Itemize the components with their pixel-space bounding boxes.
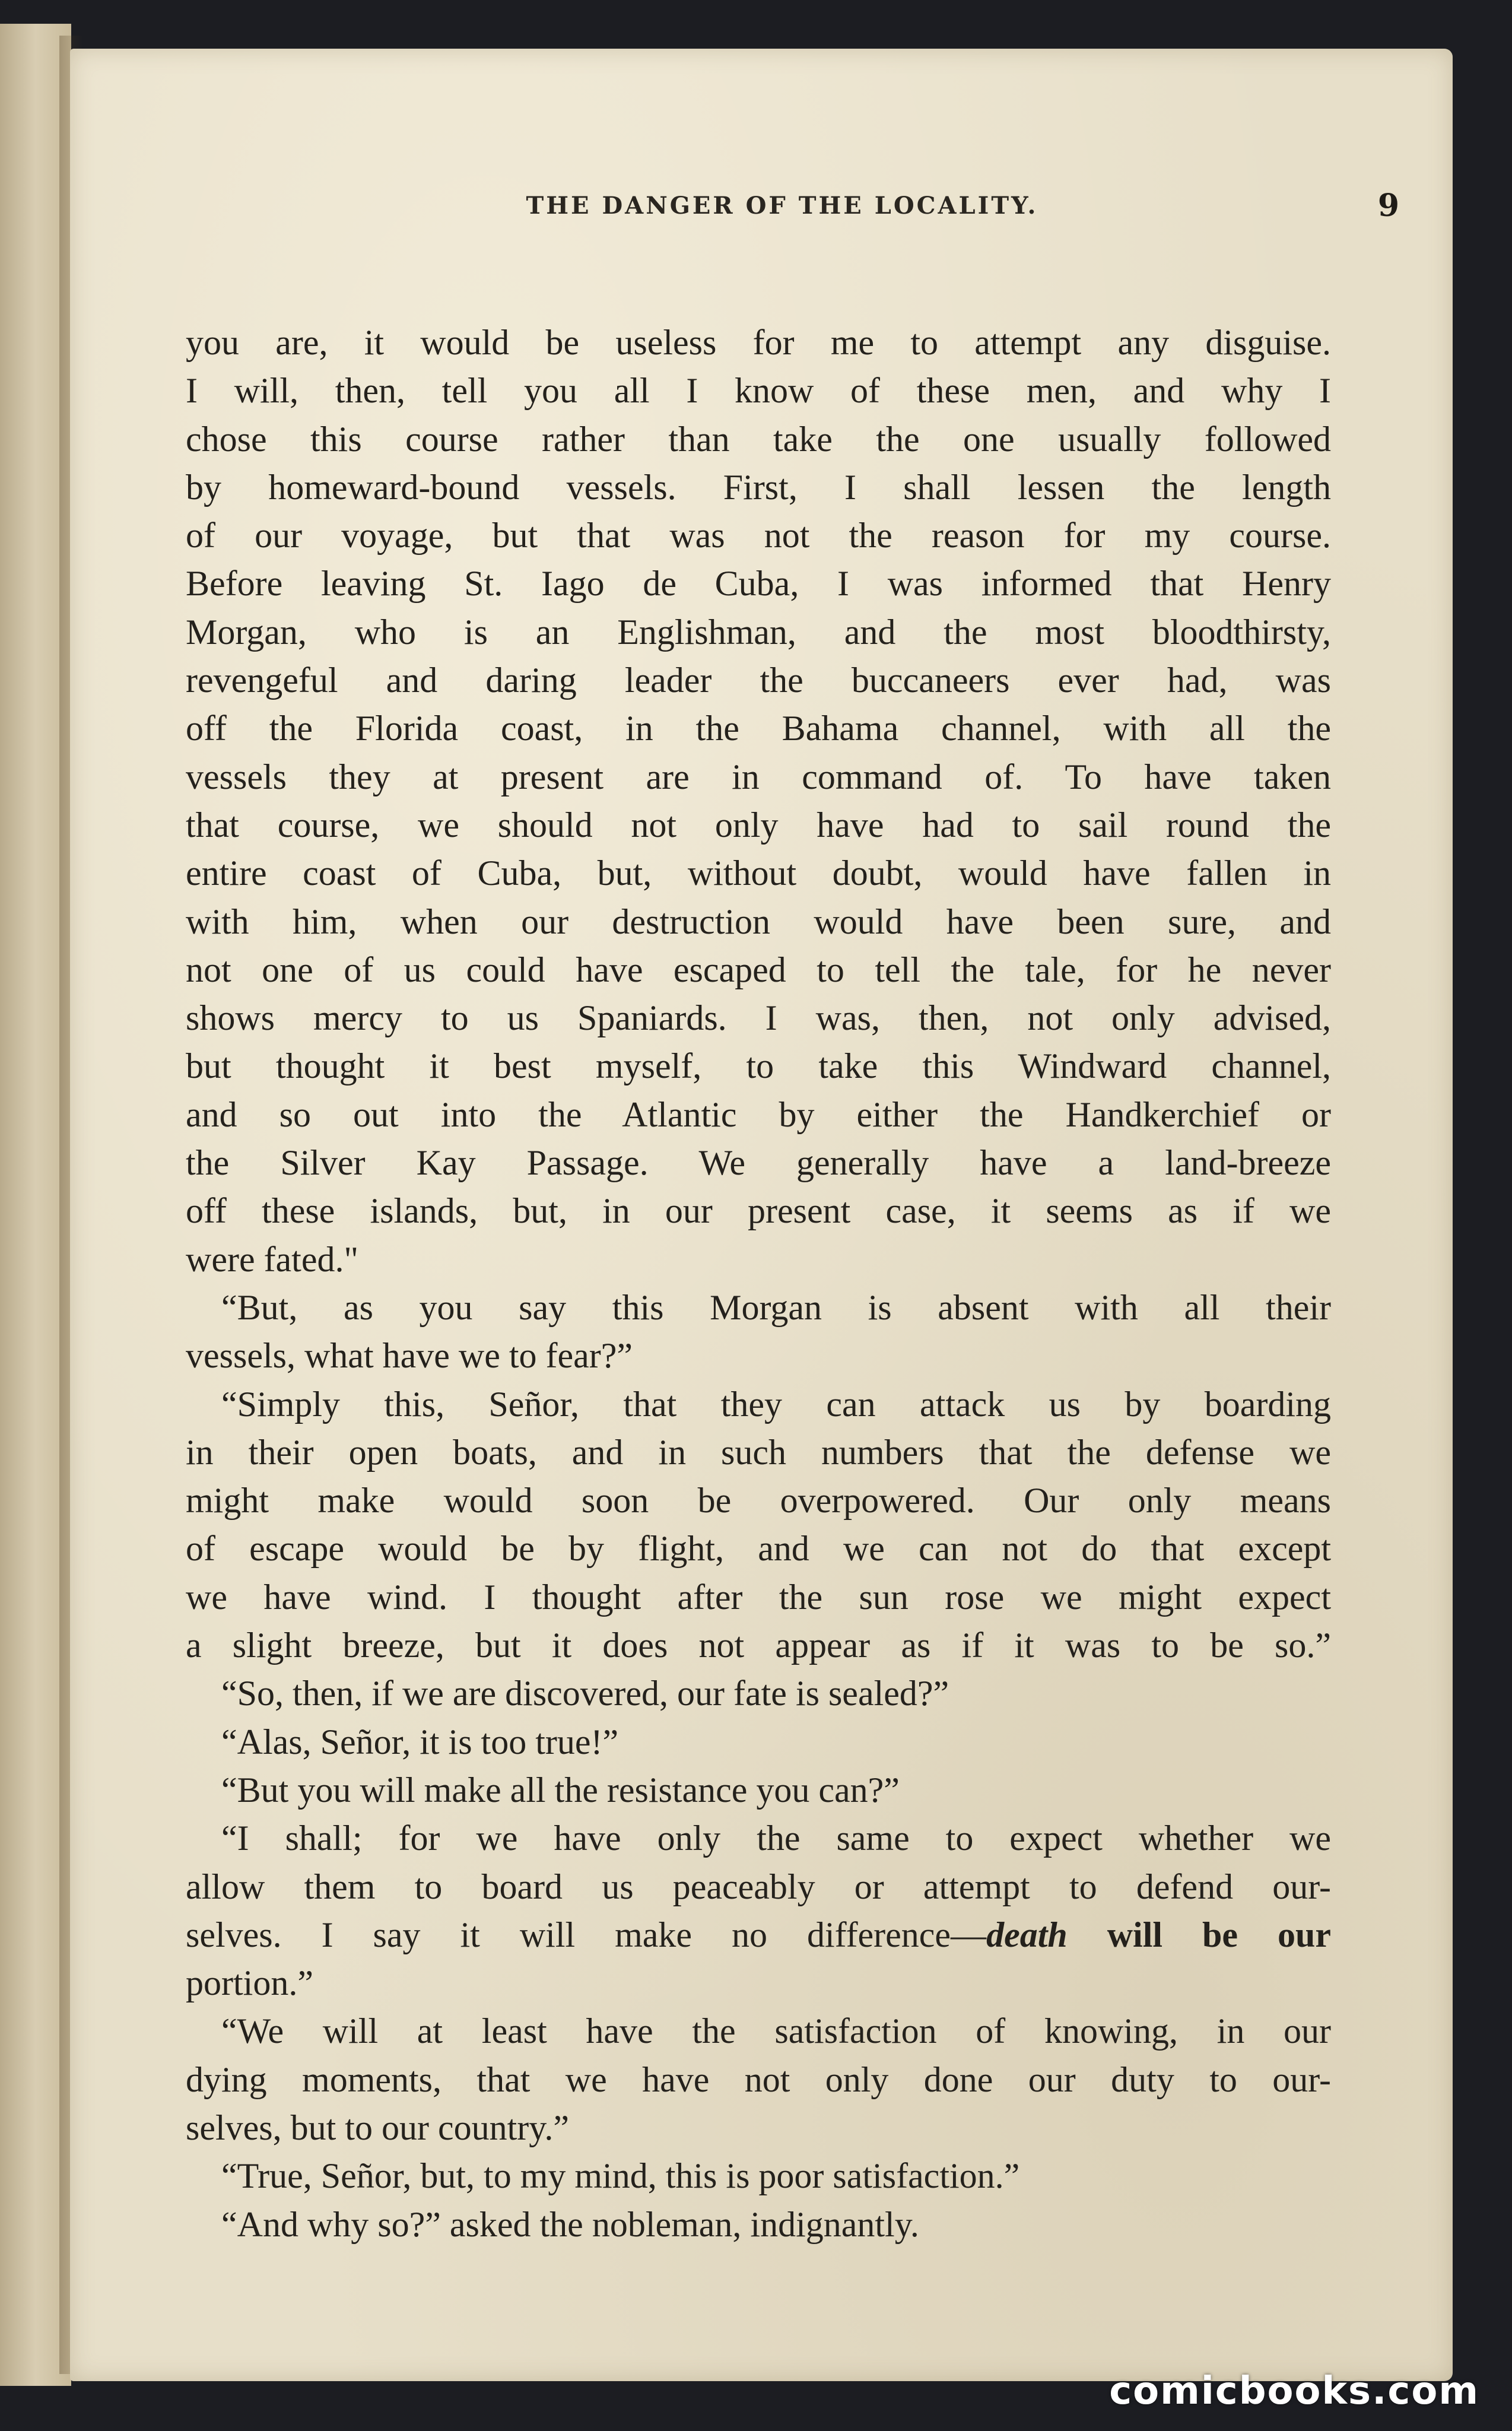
text-line: “So, then, if we are discovered, our fate is sealed?” (221, 1674, 949, 1713)
text-line: we have wind. I thought after the sun rose we might expect (186, 1577, 1331, 1617)
text-line: you are, it would be useless for me to attempt any disguise. (186, 323, 1331, 362)
text-line: by homeward-bound vessels. First, I shall lessen the length (186, 467, 1331, 507)
text-line: Before leaving St. Iago de Cuba, I was informed that Henry (186, 564, 1331, 604)
text-line: of our voyage, but that was not the reason for my course. (186, 516, 1331, 556)
text-line: chose this course rather than take the one usually followed (186, 419, 1331, 459)
text-line: “We will at least have the satisfaction of knowing, in our (221, 2011, 1331, 2051)
text-line: the Silver Kay Passage. We generally have a land-breeze (186, 1143, 1331, 1183)
text-line: vessels, what have we to fear?” (186, 1336, 633, 1376)
text-line: and so out into the Atlantic by either the Handkerchief or (186, 1094, 1331, 1134)
page-number: 9 (1377, 188, 1399, 224)
text-line: “I shall; for we have only the same to expect whether we (221, 1819, 1331, 1858)
text-line: of escape would be by flight, and we can not do that except (186, 1529, 1331, 1569)
text-line: “And why so?” asked the nobleman, indignantly. (221, 2204, 919, 2244)
text-line: portion.” (186, 1963, 313, 2003)
text-line: “True, Señor, but, to my mind, this is poor satisfaction.” (221, 2156, 1020, 2196)
text-line: “But, as you say this Morgan is absent with all their (221, 1287, 1331, 1327)
running-head: THE DANGER OF THE LOCALITY. (526, 192, 1038, 220)
text-line: revengeful and daring leader the buccaneers ever had, was (186, 661, 1331, 700)
text-line: “Alas, Señor, it is too true!” (221, 1722, 619, 1762)
book-page (70, 49, 1453, 2381)
text-line: Morgan, who is an Englishman, and the most bloodthirsty, (186, 612, 1331, 652)
text-line: I will, then, tell you all I know of these men, and why I (186, 371, 1331, 411)
text-line-with-emphasis (186, 1911, 1331, 1959)
text-line: off these islands, but, in our present case, it seems as if we (186, 1191, 1331, 1231)
watermark-logo: comicbooks.com (1109, 2369, 1479, 2413)
text-line: a slight breeze, but it does not appear as if it was to be so.” (186, 1626, 1331, 1665)
text-line: “Simply this, Señor, that they can attack us by boarding (221, 1384, 1331, 1424)
text-line: that course, we should not only have had to sail round the (186, 805, 1331, 845)
page-header (70, 182, 1453, 230)
text-line: were fated." (186, 1239, 358, 1279)
text-line: “But you will make all the resistance you can?” (221, 1770, 900, 1810)
text-line: in their open boats, and in such numbers that the defense we (186, 1432, 1331, 1472)
text-line: dying moments, that we have not only done our duty to our- (186, 2059, 1331, 2099)
text-line: with him, when our destruction would have been sure, and (186, 902, 1331, 941)
text-line: but thought it best myself, to take this Windward channel, (186, 1046, 1331, 1086)
text-line: shows mercy to us Spaniards. I was, then, not only advised, (186, 998, 1331, 1038)
text-line: not one of us could have escaped to tell the tale, for he never (186, 950, 1331, 989)
emphasis-word: death (986, 1915, 1068, 1954)
text-line: vessels they at present are in command of. To have taken (186, 757, 1331, 796)
text-line: might make would soon be overpowered. Our only means (186, 1481, 1331, 1521)
text-line: allow them to board us peaceably or attempt to defend our- (186, 1867, 1331, 1906)
text-line: entire coast of Cuba, but, without doubt, would have fallen in (186, 853, 1331, 893)
text-segment: selves. I say it will make no difference— (186, 1915, 987, 1954)
text-line: off the Florida coast, in the Bahama channel, with all the (186, 709, 1331, 748)
text-line: selves, but to our country.” (186, 2108, 569, 2147)
body-text (186, 319, 1331, 2249)
text-segment: will be our (1067, 1915, 1331, 1954)
